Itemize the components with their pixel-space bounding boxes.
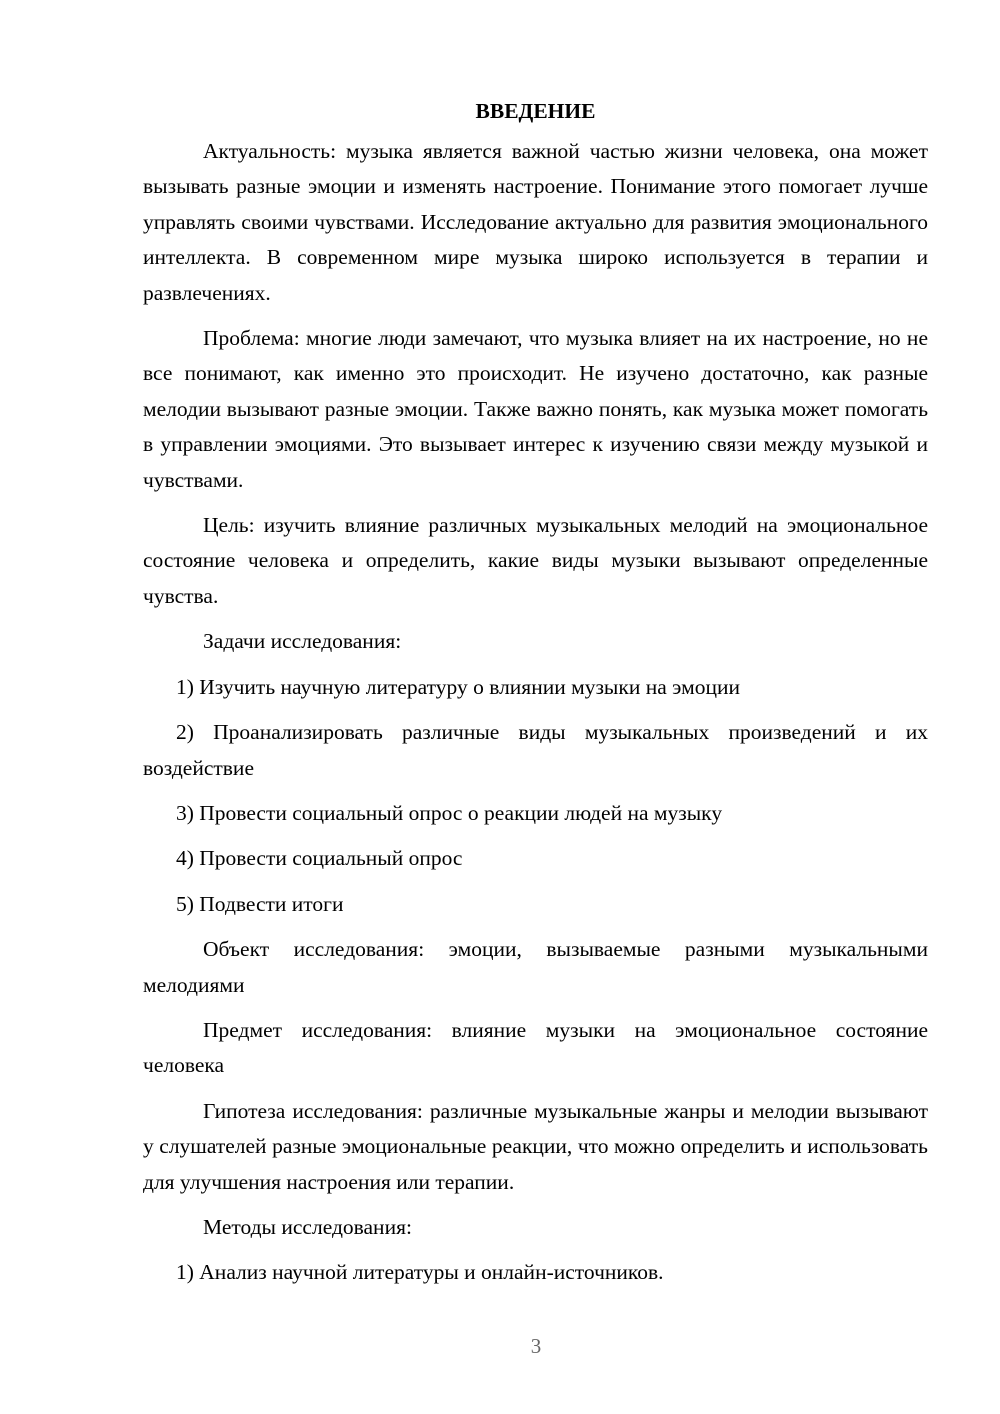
object-paragraph: Объект исследования: эмоции, вызываемые разными музыкальными мелодиями: [143, 937, 928, 997]
document-page: [143, 96, 928, 1301]
method-item-1: 1) Анализ научной литературы и онлайн-источников.: [176, 1260, 664, 1285]
goal-paragraph: Цель: изучить влияние различных музыкальных мелодий на эмоциональное состояние человека и определить, какие виды музыки вызывают определенные чувства.: [143, 513, 928, 608]
relevance-paragraph: Актуальность: музыка является важной частью жизни человека, она может вызывать разные эмоции и изменять настроение. Понимание этого помогает лучше управлять своими чувствами. Исследование актуально для развития эмоционального интеллекта. В современном мире музыка широко используется в терапии и развлечениях.: [143, 139, 928, 305]
task-item-5: 5) Подвести итоги: [176, 891, 344, 916]
page-number: 3: [530, 1334, 542, 1358]
tasks-heading: Задачи исследования:: [203, 629, 402, 654]
task-item-2: 2) Проанализировать различные виды музыкальных произведений и их воздействие: [143, 720, 928, 780]
subject-paragraph: Предмет исследования: влияние музыки на эмоциональное состояние человека: [143, 1017, 928, 1078]
document-title: ВВЕДЕНИЕ: [475, 99, 596, 123]
methods-heading: Методы исследования:: [203, 1214, 412, 1239]
hypothesis-paragraph: Гипотеза исследования: различные музыкальные жанры и мелодии вызывают у слушателей разные эмоциональные реакции, что можно определить и использовать для улучшения настроения или терапии.: [143, 1098, 928, 1194]
task-item-3: 3) Провести социальный опрос о реакции людей на музыку: [176, 800, 723, 825]
task-item-4: 4) Провести социальный опрос: [176, 846, 463, 871]
problem-paragraph: Проблема: многие люди замечают, что музыка влияет на их настроение, но не все понимают, как именно это происходит. Не изучено достаточно, как разные мелодии вызывают разные эмоции. Также важно понять, как музыка может помогать в управлении эмоциями. Это вызывает интерес к изучению связи между музыкой и чувствами.: [143, 326, 928, 492]
task-item-1: 1) Изучить научную литературу о влиянии музыки на эмоции: [176, 674, 741, 699]
